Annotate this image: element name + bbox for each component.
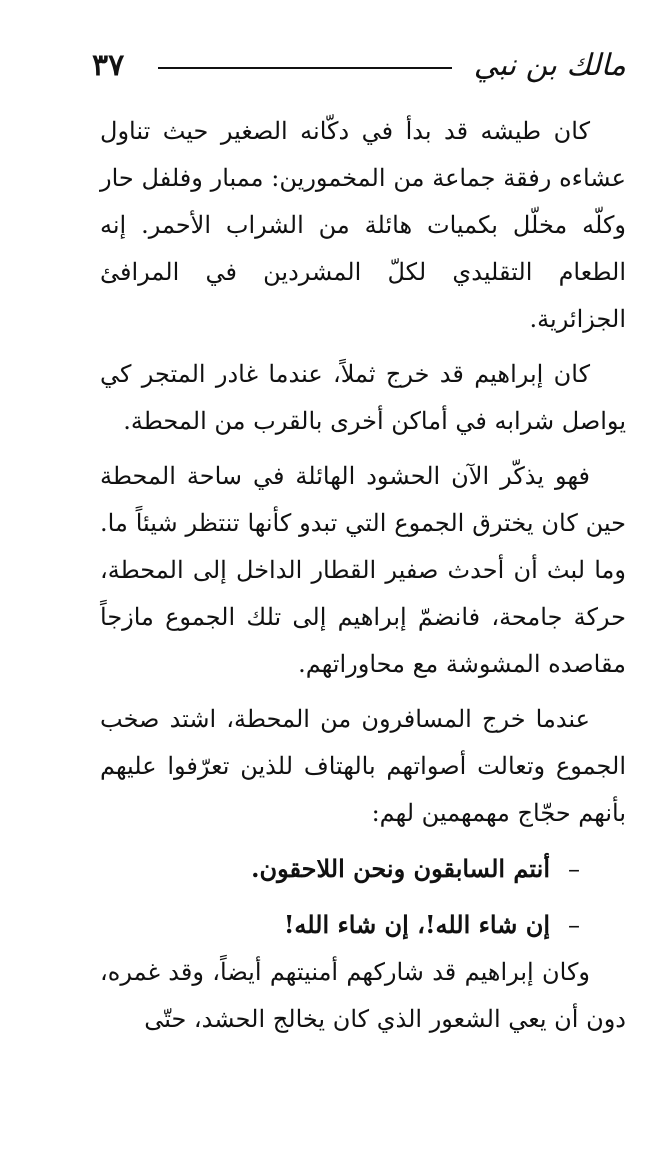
dialogue-dash: – [568,855,580,883]
dialogue-line [100,901,626,949]
body-text [100,108,626,1043]
closing-paragraph: وكان إبراهيم قد شاركهم أمنيتهم أيضاً، وقد غمره، دون أن يعي الشعور الذي كان يخالج الحشد، حتّى [100,958,626,1033]
page-header [92,44,626,88]
paragraph: كان إبراهيم قد خرج ثملاً، عندما غادر المتجر كي يواصل شرابه في أماكن أخرى بالقرب من المحطة. [100,360,626,435]
running-title: مالك بن نبي [473,48,626,83]
paragraph: عندما خرج المسافرون من المحطة، اشتد صخب الجموع وتعالت أصواتهم بالهتاف للذين تعرّفوا عليهم بأنهم حجّاج مهمهمين لهم: [100,705,626,827]
header-rule [158,67,452,69]
dialogue-text: إن شاء الله!، إن شاء الله! [283,910,550,939]
paragraph: كان طيشه قد بدأ في دكّانه الصغير حيث تناول عشاءه رفقة جماعة من المخمورين: ممبار وفلفل حار وكلّه مخلّل بكميات هائلة من الشراب الأحمر. إنه الطعام التقليدي لكلّ المشردين في المرافئ الجزائرية. [100,117,626,333]
dialogue-line [100,845,626,893]
page-number: ٣٧ [92,48,125,83]
dialogue-dash: – [568,911,580,939]
paragraph: فهو يذكّر الآن الحشود الهائلة في ساحة المحطة حين كان يخترق الجموع التي تبدو كأنها تنتظر شيئاً ما. وما لبث أن أحدث صفير القطار الداخل إلى المحطة، حركة جامحة، فانضمّ إبراهيم إلى تلك الجموع مازجاً مقاصده المشوشة مع محاوراتهم. [100,462,626,678]
dialogue-text: أنتم السابقون ونحن اللاحقون. [251,854,550,883]
